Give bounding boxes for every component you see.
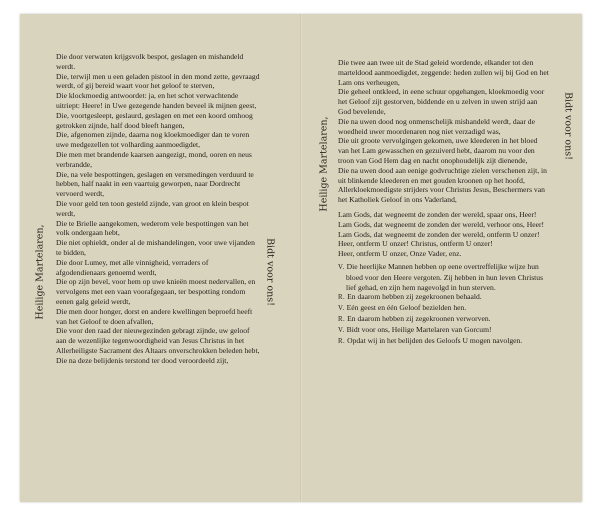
litany-verse: Die na uwen dood aan eenige godvruchtige zielen verschenen zijt, in uit blinkende kleederen en met gouden kroonen op het hoofd, <box>338 165 547 185</box>
litany-verse: Die door verwaten krijgsvolk bespot, geslagen en mishandeld werdt. <box>56 52 244 71</box>
kyrie-line: Heer, ontferm U onzer, Onze Vader, enz. <box>338 249 462 259</box>
versicle-response <box>338 336 550 347</box>
response-text: En daarom hebben zij zegekroonen behaald. <box>347 292 482 302</box>
agnus-dei-line: Lam Gods, dat wegneemt de zonden der wereld, spaar ons, Heer! <box>338 209 537 219</box>
litany-verse: Die na deze belijdenis terstond ter dood veroordeeld zijt, <box>56 355 229 365</box>
litany-verse: Die men met brandende kaarsen aangezigt, mond, ooren en neus verbrandde, <box>56 149 252 169</box>
right-page <box>302 14 582 502</box>
versicle-text: Eén geest en één Geloof bezielden hen. <box>346 303 467 313</box>
versicle-text: Die heerlijke Mannen hebben op eene overtreffelijke wijze hun bloed voor den Heere vergoten. Zij hebben in hun leven Christus lief gehad, en zijn hem nagevolgd in hun sterven. <box>346 261 544 292</box>
versicle-response <box>338 314 550 325</box>
kyrie-line: Heer, ontferm U onzer! Christus, ontferm U onzer! <box>338 239 493 249</box>
litany-verse: Die te Brielle aangekomen, wederom vele bespottingen van het volk ondergaan hebt, <box>56 218 249 238</box>
litany-verse: Die, terwijl men u een geladen pistool in den mond zette, gevraagd werdt, of gij bereid waart voor het geloof te sterven, <box>56 71 260 91</box>
litany-verse: Die door Lumey, met alle vinnigheid, verraders of afgodendienaars genoemd werdt, <box>56 257 209 277</box>
litany-verse: Die, voortgesleept, geslaurd, geslagen en met een koord omhoog getrokken zijnde, half dood bleeft hangen, <box>56 110 253 130</box>
agnus-dei-line: Lam Gods, dat wegneemt de zonden der wereld, ontferm U onzer! <box>338 229 540 239</box>
litany-verse: Die niet ophieldt, onder al de mishandelingen, voor uwe vijanden te bidden, <box>56 238 255 257</box>
versicle-response <box>338 325 550 336</box>
litany-verse: Allerkloekmoedigste strijders voor Christus Jesus, Beschermers van het Katholiek Geloof in ons Vaderland, <box>338 185 545 205</box>
versicle-tag: V. <box>338 263 345 271</box>
left-page-side-label-right: Bidt voor ons! <box>264 238 276 306</box>
litany-verse: Die voor den raad der nieuwgezinden gebragt zijnde, uw geloof aan de wezenlijke tegenwoordigheid van Jesus Christus in het Allerheiligste Sacrament des Altaars onverschrokken beleden hebt, <box>56 326 260 355</box>
left-page-side-label-left: Heilige Martelaren, <box>34 224 46 320</box>
litany-verse: Die op zijn bevel, voor hem op uwe knieën moest nedervallen, en vervolgens met een vaan voorafgegaan, ter bespotting rondom eenen galg geleid werdt, <box>56 277 256 306</box>
response-tag: R. <box>338 294 346 302</box>
response-tag: R. <box>338 337 346 345</box>
litany-verse: Die uit groote vervolgingen gekomen, uwe kleederen in het bloed van het Lam gewasschen en gezuiverd hebt, daarom nu voor den troon van God Hem dag en nacht onophoudelijk zijt dienende, <box>338 136 538 165</box>
litany-verse: Die, afgenomen zijnde, daarna nog kloekmoediger dan te voren uwe medgezellen tot volharding aanmoedigdet, <box>56 130 250 150</box>
left-page <box>20 14 300 502</box>
response-text: Opdat wij in het belijden des Geloofs U mogen navolgen. <box>347 335 523 345</box>
litany-verse: Die na uwen dood nog onmenschelijk mishandeld werdt, daar de woedheid uwer moordenaren nog niet verzadigd was, <box>338 116 535 136</box>
versicle-response <box>338 262 550 292</box>
right-page-side-label-left: Heilige Martelaren, <box>318 116 330 212</box>
versicle-text: Bidt voor ons, Heilige Martelaren van Gorcum! <box>346 324 492 334</box>
litany-verse: Die voor geld ten toon gesteld zijnde, van groot en klein bespot werdt, <box>56 198 249 218</box>
litany-verse: Die klockmoedig antwoordet: ja, en het schot verwachtende uitriept: Heere! in Uwe gezegende handen beveel ik mijnen geest, <box>56 91 257 110</box>
left-litany-column <box>56 52 260 366</box>
versicle-response <box>338 303 550 314</box>
versicle-tag: V. <box>338 326 345 334</box>
response-tag: R. <box>338 315 346 323</box>
litany-verse: Die men door honger, dorst en andere kwellingen beproefd heeft van het Geloof te doen afvallen, <box>56 306 253 326</box>
versicle-tag: V. <box>338 305 345 313</box>
response-text: En daarom hebben zij zegekroonen verworven. <box>347 313 491 323</box>
agnus-dei-line: Lam Gods, dat wegneemt de zonden der wereld, verhoor ons, Heer! <box>338 219 545 229</box>
litany-verse: Die geheel ontkleed, in eene schuur opgehangen, kloekmoedig voor het Geloof zijt gestorven, biddende en u zelven in uwen strijd aan God bevelende, <box>338 87 545 116</box>
right-litany-column <box>338 58 550 346</box>
litany-verse: Die, na vele bespottingen, geslagen en versmedingen verduurd te hebben, half naakt in een vaartuig geworpen, naar Dordrecht vervoerd werdt, <box>56 169 254 199</box>
right-page-side-label-right: Bidt voor ons! <box>562 92 574 160</box>
versicle-response <box>338 292 550 303</box>
prayer-leaflet <box>20 14 582 502</box>
litany-verse: Die twee aan twee uit de Stad geleid wordende, elkander tot den marteldood aanmoedigdet, zeggende: heden zullen wij bij God en het Lam ons verheugen, <box>338 58 549 87</box>
